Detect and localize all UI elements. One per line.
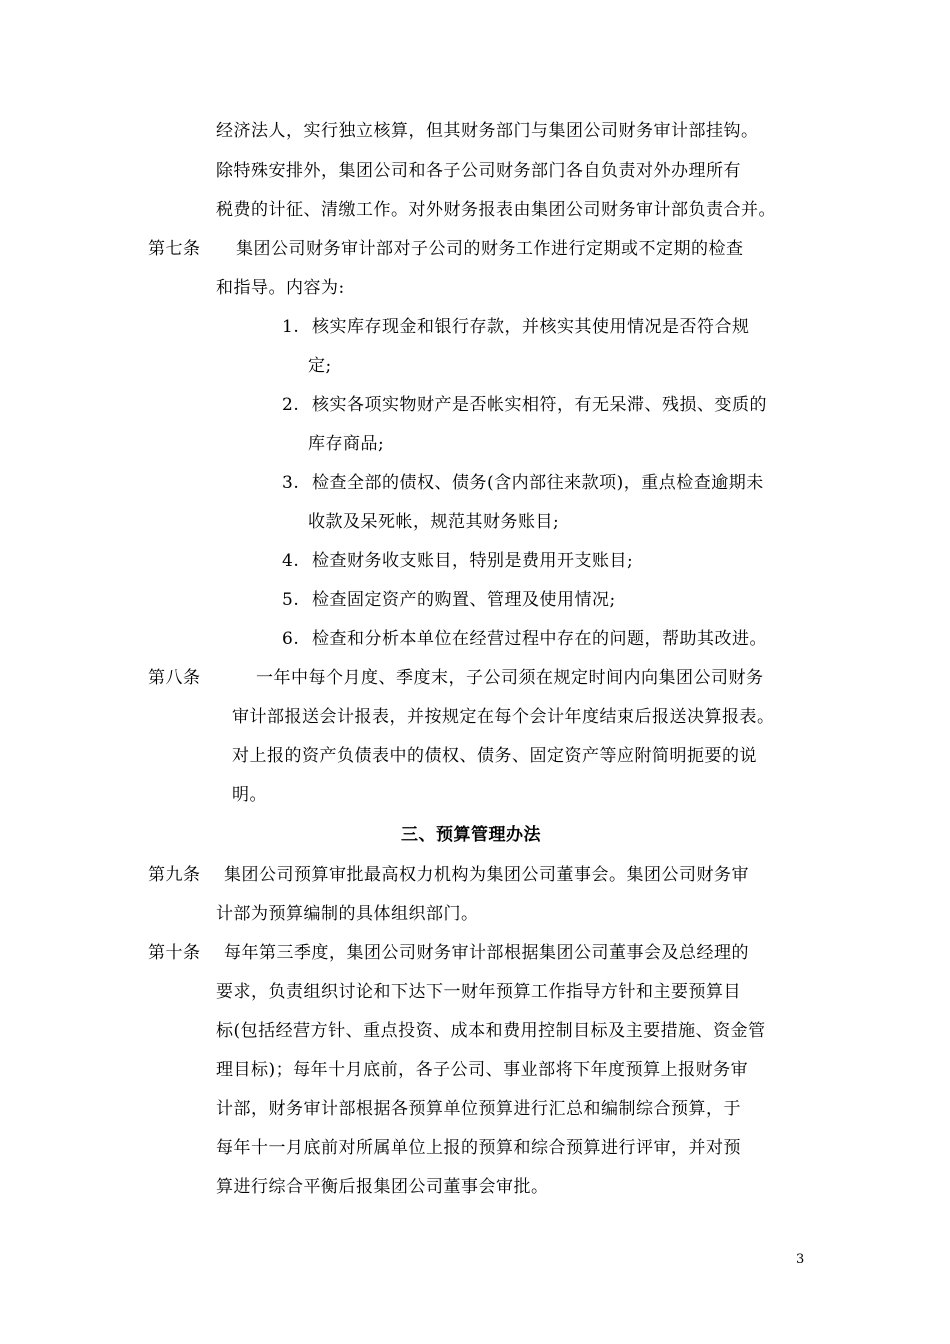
article7-item3-num: 3.	[282, 473, 300, 493]
page-number: 3	[796, 1252, 805, 1267]
article7-item4-line1: 检查财务收支账目，特别是费用开支账目;	[312, 551, 634, 571]
article7-item5-num: 5.	[282, 590, 300, 610]
article7-item3-line2: 收款及呆死帐，规范其财务账目;	[308, 512, 560, 532]
article10-line-4: 理目标)；每年十月底前，各子公司、事业部将下年度预算上报财务审	[216, 1060, 749, 1080]
article10-line-1: 每年第三季度，集团公司财务审计部根据集团公司董事会及总经理的	[224, 943, 749, 963]
article7-item2-line2: 库存商品;	[308, 434, 385, 454]
article7-label: 第七条	[148, 239, 201, 259]
article7-item1-line1: 核实库存现金和银行存款，并核实其使用情况是否符合规	[312, 317, 750, 337]
article7-item4-num: 4.	[282, 551, 300, 571]
article7-item2-num: 2.	[282, 395, 300, 415]
article7-item3-line1: 检查全部的债权、债务(含内部往来款项)，重点检查逾期未	[312, 473, 764, 493]
article10-line-3: 标(包括经营方针、重点投资、成本和费用控制目标及主要措施、资金管	[216, 1021, 766, 1041]
article10-line-2: 要求，负责组织讨论和下达下一财年预算工作指导方针和主要预算目	[216, 982, 741, 1002]
article10-line-5: 计部，财务审计部根据各预算单位预算进行汇总和编制综合预算，于	[216, 1099, 741, 1119]
article8-line-2: 审计部报送会计报表，并按规定在每个会计年度结束后报送决算报表。	[232, 707, 775, 727]
article10-line-7: 算进行综合平衡后报集团公司董事会审批。	[216, 1177, 549, 1197]
article7-item6-num: 6.	[282, 629, 300, 649]
article7-item6-line1: 检查和分析本单位在经营过程中存在的问题，帮助其改进。	[312, 629, 767, 649]
article8-line-4: 明。	[232, 785, 267, 805]
article9-label: 第九条	[148, 865, 201, 885]
article8-line-1: 一年中每个月度、季度末，子公司须在规定时间内向集团公司财务	[256, 668, 764, 688]
article7-item1-line2: 定;	[308, 356, 332, 376]
article7-line-1: 集团公司财务审计部对子公司的财务工作进行定期或不定期的检查	[236, 239, 744, 259]
article7-item2-line1: 核实各项实物财产是否帐实相符，有无呆滞、残损、变质的	[312, 395, 767, 415]
article7-item5-line1: 检查固定资产的购置、管理及使用情况;	[312, 590, 616, 610]
article8-label: 第八条	[148, 668, 201, 688]
article7-line-2: 和指导。内容为:	[216, 278, 345, 298]
article9-line-2: 计部为预算编制的具体组织部门。	[216, 904, 479, 924]
article8-line-3: 对上报的资产负债表中的债权、债务、固定资产等应附简明扼要的说	[232, 746, 757, 766]
continuation-line-2: 除特殊安排外，集团公司和各子公司财务部门各自负责对外办理所有	[216, 161, 741, 181]
continuation-line-1: 经济法人，实行独立核算，但其财务部门与集团公司财务审计部挂钩。	[216, 121, 759, 141]
continuation-line-3: 税费的计征、清缴工作。对外财务报表由集团公司财务审计部负责合并。	[216, 200, 776, 220]
article10-line-6: 每年十一月底前对所属单位上报的预算和综合预算进行评审，并对预	[216, 1138, 741, 1158]
article7-item1-num: 1.	[282, 317, 300, 337]
article10-label: 第十条	[148, 943, 201, 963]
section-heading: 三、预算管理办法	[401, 825, 541, 845]
article9-line-1: 集团公司预算审批最高权力机构为集团公司董事会。集团公司财务审	[224, 865, 749, 885]
